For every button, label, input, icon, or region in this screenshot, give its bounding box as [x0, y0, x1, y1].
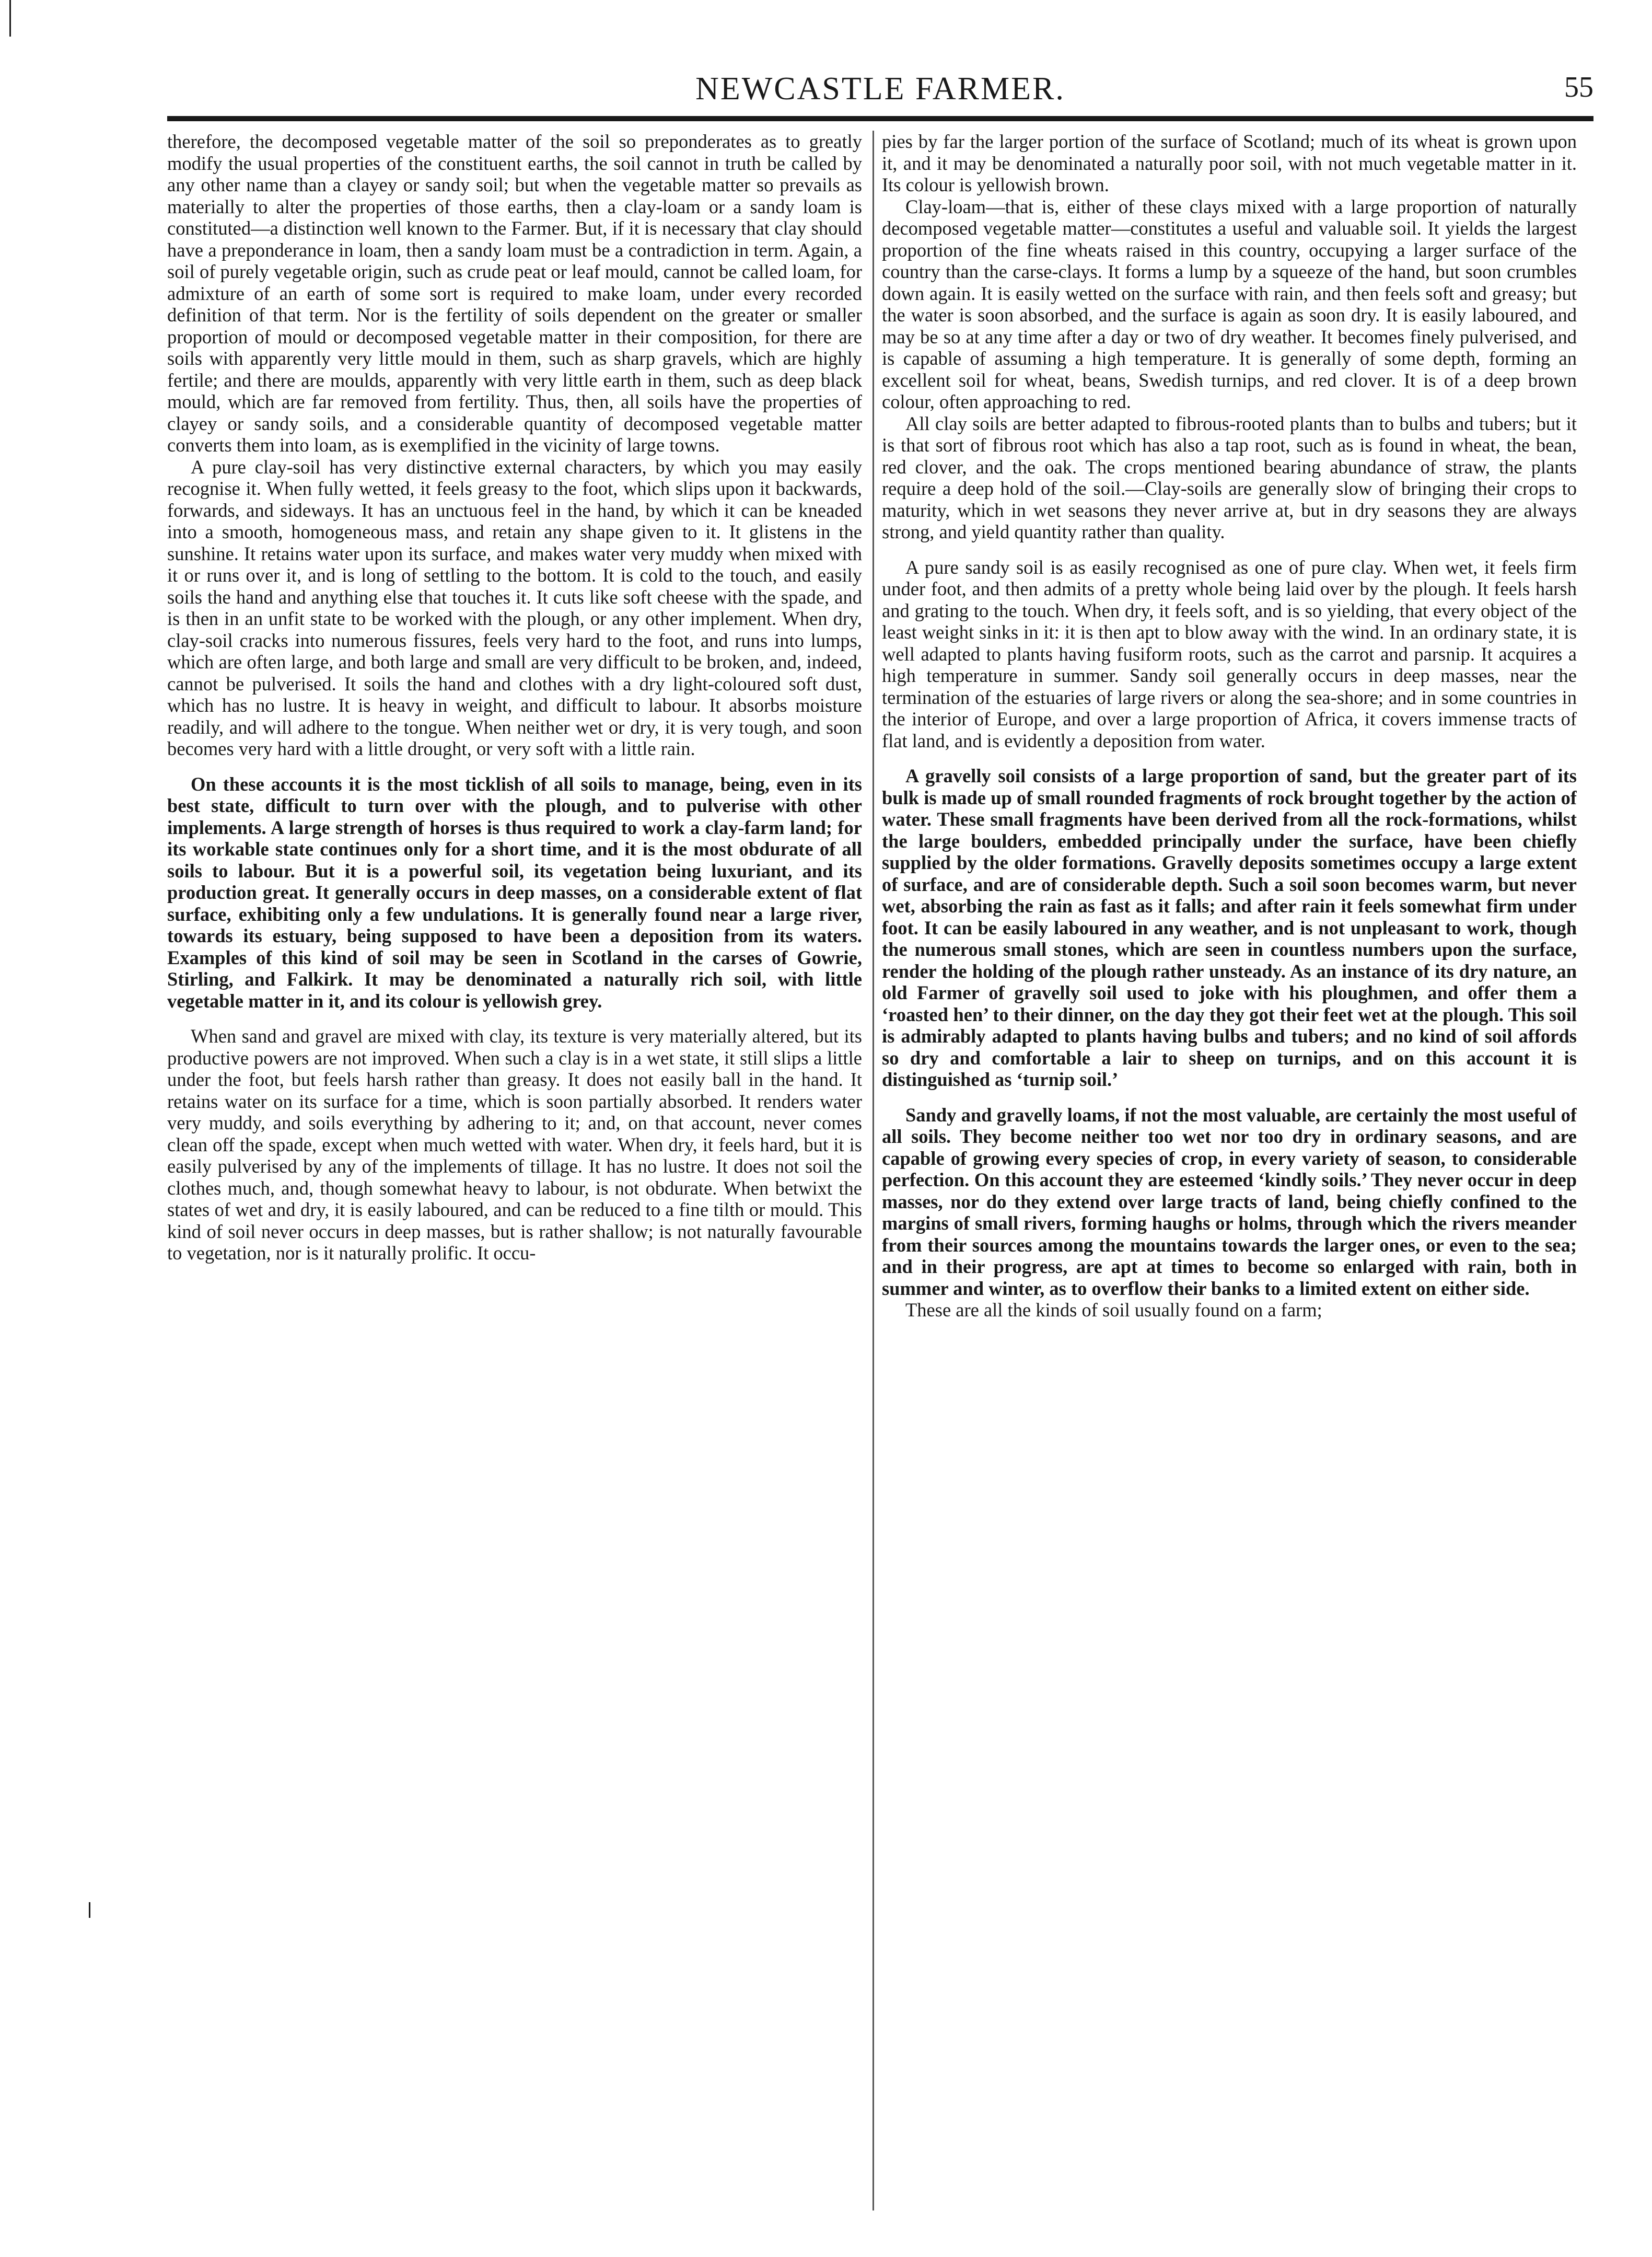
running-head [167, 71, 1593, 118]
right-column [882, 131, 1577, 2210]
paragraph-clay-management: On these accounts it is the most ticklish of all soils to manage, being, even in its best state, difficult to turn over with the plough, and to pulverise with other implements. A large strength of horses is thus required to work a clay-farm land; for its workable state continues only for a short time, and it is the most obdurate of all soils to labour. But it is a powerful soil, its vegetation being luxuriant, and its production great. It generally occurs in deep masses, on a considerable extent of flat surface, exhibiting only a few undulations. It is generally found near a large river, towards its estuary, being supposed to have been a deposition from its waters. Examples of this kind of soil may be seen in Scotland in the carses of Gowrie, Stirling, and Falkirk. It may be denominated a naturally rich soil, with little vegetable matter in it, and its colour is yellowish grey. [167, 773, 862, 1012]
margin-mark [9, 0, 11, 37]
paragraph-clay-loam: Clay-loam—that is, either of these clays mixed with a large proportion of naturally decomposed vegetable matter—constitutes a useful and valuable soil. It yields the largest proportion of the fine wheats raised in this country, occupying a larger surface of the country than the carse-clays. It forms a lump by a squeeze of the hand, but soon crumbles down again. It is easily wetted on the surface with rain, and then feels soft and greasy; but the water is soon absorbed, and the surface is again as soon dry. It is easily laboured, and may be so at any time after a day or two of dry weather. It becomes finely pulverised, and is capable of assuming a high temperature. It is generally of some depth, forming an excellent soil for wheat, beans, Swedish turnips, and red clover. It is of a deep brown colour, often approaching to red. [882, 195, 1577, 412]
paragraph-pure-clay-soil: A pure clay-soil has very distinctive external characters, by which you may easily recognise it. When fully wetted, it feels greasy to the foot, which slips upon it backwards, forwards, and sideways. It has an unctuous feel in the hand, by which it can be kneaded into a smooth, homogeneous mass, and retain any shape given to it. It glistens in the sunshine. It retains water upon its surface, and makes water very muddy when mixed with it or runs over it, and is long of settling to the bottom. It is cold to the touch, and easily soils the hand and anything else that touches it. It cuts like soft cheese with the spade, and is then in an unfit state to be worked with the plough, or any other implement. When dry, clay-soil cracks into numerous fissures, feels very hard to the foot, and runs into lumps, which are often large, and both large and small are very difficult to be broken, and, indeed, cannot be pulverised. It soils the hand and clothes with a dry light-coloured soft dust, which has no lustre. It is heavy in weight, and difficult to labour. It absorbs moisture readily, and will adhere to the tongue. When neither wet or dry, it is very tough, and soon becomes very hard with a little drought, or very soft with a little rain. [167, 456, 862, 759]
paragraph-sandy-soil: A pure sandy soil is as easily recognised as one of pure clay. When wet, it feels firm under foot, and then admits of a pretty whole being laid over by the plough. It feels harsh and grating to the touch. When dry, it feels soft, and is so yielding, that every object of the least weight sinks in it: it is then apt to blow away with the wind. In an ordinary state, it is well adapted to plants having fusiform roots, such as the carrot and parsnip. It acquires a high temperature in summer. Sandy soil generally occurs in deep masses, near the termination of the estuaries of large rivers or along the sea-shore; and in some countries in the interior of Europe, and over a large proportion of Africa, it covers immense tracts of flat land, and is evidently a deposition from water. [882, 556, 1577, 751]
paragraph-sand-gravel-clay: When sand and gravel are mixed with clay, its texture is very materially altered, but its productive powers are not improved. When such a clay is in a wet state, it still slips a little under the foot, but feels harsh rather than greasy. It does not easily ball in the hand. It retains water on its surface for a time, which is soon partially absorbed. It renders water very muddy, and soils everything by adhering to it; and, on that account, never comes clean off the spade, except when much wetted with water. When dry, it feels hard, but it is easily pulverised by any of the implements of tillage. It has no lustre. It does not soil the clothes much, and, though somewhat heavy to labour, is not obdurate. When betwixt the states of wet and dry, it is easily laboured, and can be reduced to a fine tilth or mould. This kind of soil never occurs in deep masses, but is rather shallow; is not naturally favourable to vegetation, nor is it naturally prolific. It occu- [167, 1025, 862, 1264]
margin-mark [89, 1902, 90, 1918]
paragraph-loam-continuation: therefore, the decomposed vegetable matter of the soil so preponderates as to greatly modify the usual properties of the constituent earths, the soil cannot in truth be called by any other name than a clayey or sandy soil; but when the vegetable matter so prevails as materially to alter the properties of those earths, then a clay-loam or a sandy loam is constituted—a distinction well known to the Farmer. But, if it is necessary that clay should have a preponderance in loam, then a sandy loam must be a contradiction in term. Again, a soil of purely vegetable origin, such as crude peat or leaf mould, cannot be called loam, for admixture of an earth of some sort is required to make loam, under every recorded definition of that term. Nor is the fertility of soils dependent on the greater or smaller proportion of mould or decomposed vegetable matter in their composition, for there are soils with apparently very little mould in them, such as sharp gravels, which are highly fertile; and there are moulds, apparently with very little earth in them, such as deep black mould, which are far removed from fertility. Thus, then, all soils have the properties of clayey or sandy soils, and a considerable quantity of decomposed vegetable matter converts them into loam, as is exemplified in the vicinity of large towns. [167, 131, 862, 456]
column-rule [872, 131, 874, 2210]
page-number: 55 [1564, 71, 1593, 103]
paragraph-closing-line: These are all the kinds of soil usually found on a farm; [905, 1299, 1322, 1321]
paragraph-clay-soils-crops: All clay soils are better adapted to fibrous-rooted plants than to bulbs and tubers; but it is that sort of fibrous root which has also a tap root, such as is found in wheat, the bean, red clover, and the oak. The crops mentioned bearing abundance of straw, the plants require a deep hold of the soil.—Clay-soils are generally slow of bringing their crops to maturity, which in wet seasons they never arrive at, but in dry seasons they are always strong, and yield quantity rather than quality. [882, 412, 1577, 542]
left-column [167, 131, 862, 2210]
paragraph-clay-continuation: pies by far the larger portion of the surface of Scotland; much of its wheat is grown upon it, and it may be denominated a naturally poor soil, with not much vegetable matter in it. Its colour is yellowish brown. [882, 131, 1577, 195]
paragraph-gravelly-soil: A gravelly soil consists of a large proportion of sand, but the greater part of its bulk is made up of small rounded fragments of rock brought together by the action of water. These small fragments have been derived from all the rock-formations, whilst the large boulders, embedded principally under the surface, have been chiefly supplied by the older formations. Gravelly deposits sometimes occupy a large extent of surface, and are of considerable depth. Such a soil soon becomes warm, but never wet, absorbing the rain as fast as it falls; and after rain it feels somewhat firm under foot. It can be easily laboured in any weather, and is not unpleasant to work, though the numerous small stones, which are seen in countless numbers upon the surface, render the holding of the plough rather unsteady. As an instance of its dry nature, an old Farmer of gravelly soil used to joke with his ploughmen, and offer them a ‘roasted hen’ to their dinner, on the day they got their feet wet at the plough. This soil is admirably adapted to plants having bulbs and tubers; and no kind of soil affords so dry and comfortable a lair to sheep on turnips, and on this account it is distinguished as ‘turnip soil.’ [882, 765, 1577, 1090]
header-rule [167, 116, 1593, 121]
running-title: NEWCASTLE FARMER. [695, 71, 1065, 107]
paragraph-sandy-gravelly-loams: Sandy and gravelly loams, if not the most valuable, are certainly the most useful of all soils. They become neither too wet nor too dry in ordinary seasons, and are capable of growing every species of crop, in every variety of season, to considerable perfection. On this account they are esteemed ‘kindly soils.’ They never occur in deep masses, nor do they extend over large tracts of land, being chiefly confined to the margins of small rivers, forming haughs or holms, through which the rivers meander from their sources among the mountains towards the larger ones, or even to the sea; and in their progress, are apt at times to become so enlarged with rain, both in summer and winter, as to overflow their banks to a limited extent on either side. [882, 1104, 1577, 1299]
